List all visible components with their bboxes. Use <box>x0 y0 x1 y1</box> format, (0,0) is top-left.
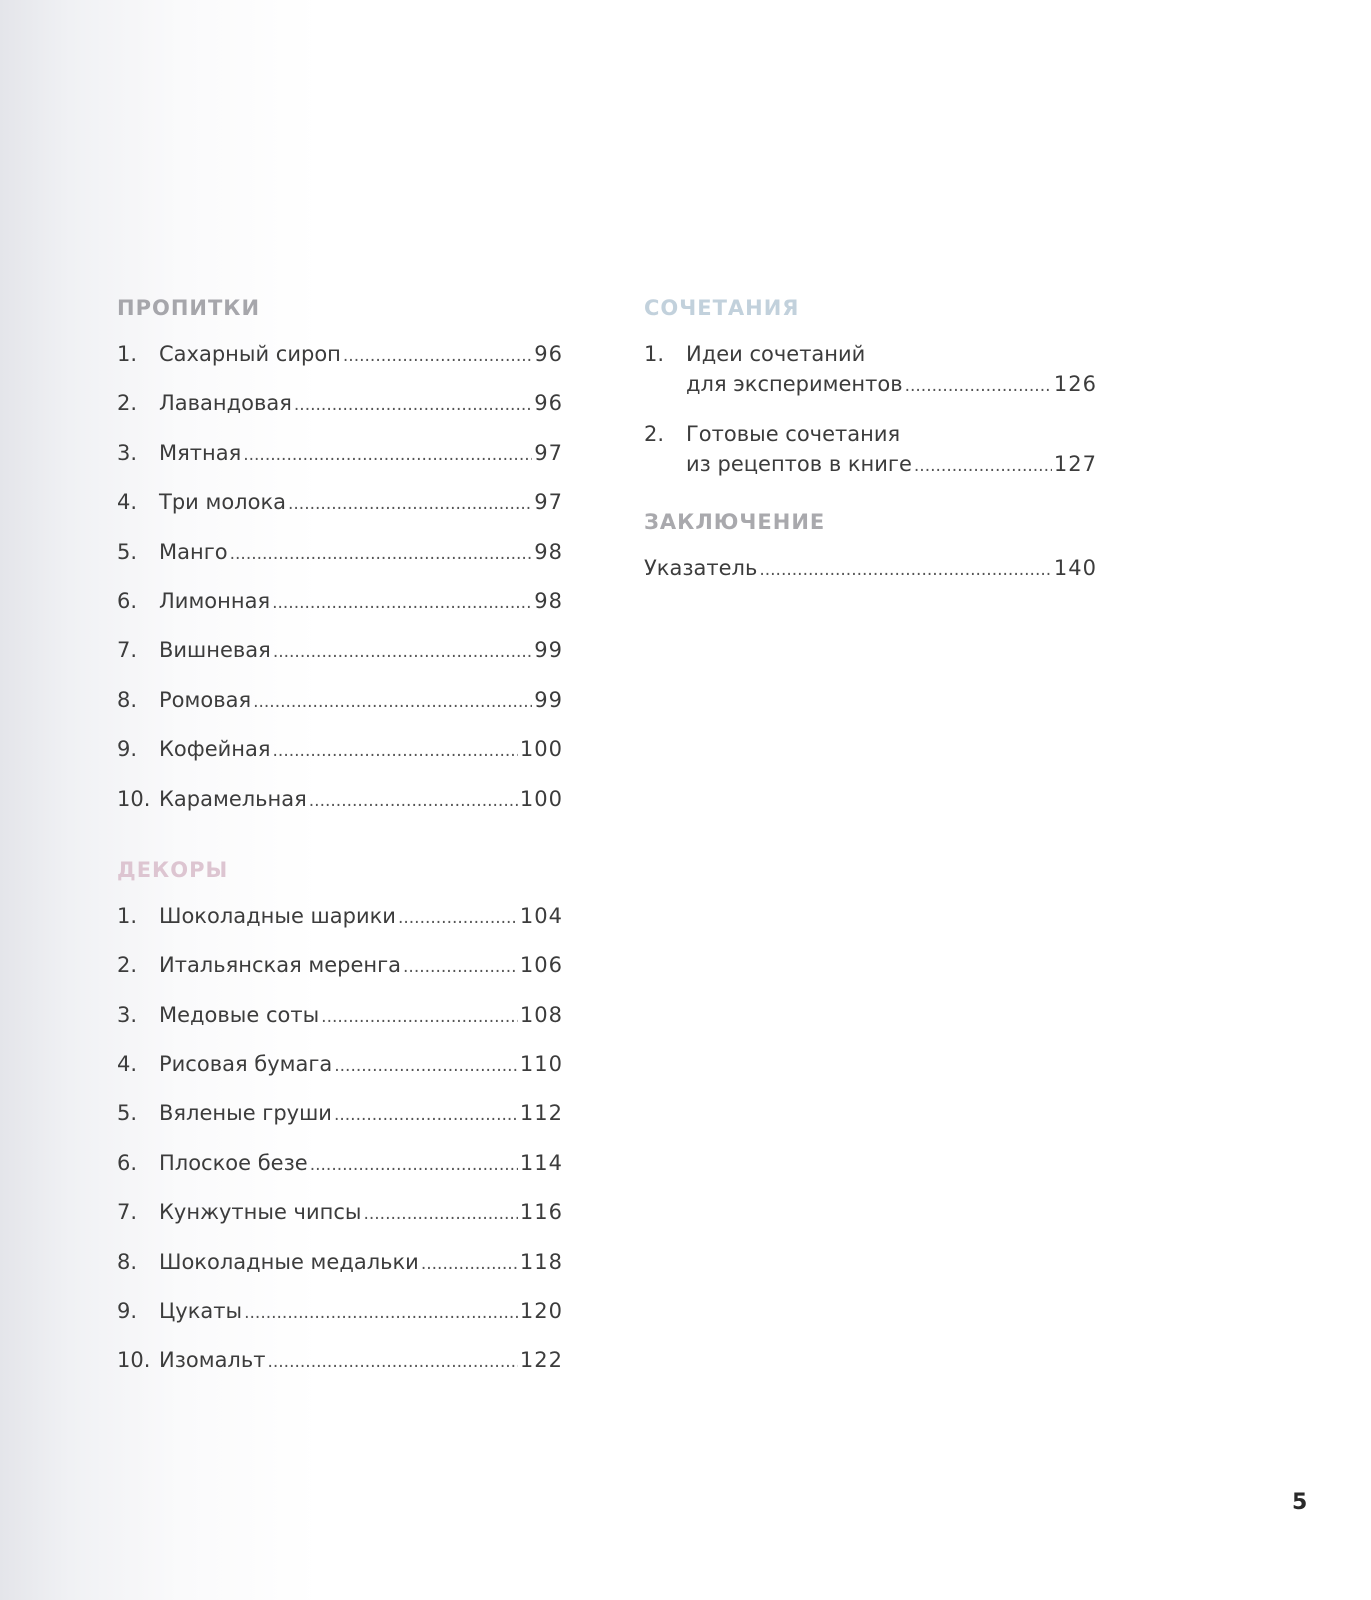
conclusion-list <box>644 553 1097 602</box>
entry-number: 10. <box>117 1348 151 1373</box>
entry-page: 98 <box>534 539 563 564</box>
toc-entry[interactable] <box>117 537 563 586</box>
entry-title: Сахарный сироп <box>159 342 341 366</box>
entry-title: Цукаты <box>159 1299 243 1324</box>
dot-leader <box>398 903 518 933</box>
entry-number: 5. <box>117 1101 138 1126</box>
dot-leader <box>230 539 533 569</box>
entry-title: Манго <box>159 539 228 564</box>
entry-page: 99 <box>534 687 563 712</box>
entry-title: Шоколадные шарики <box>159 903 396 928</box>
toc-entry[interactable] <box>117 635 563 684</box>
entry-title: Мятная <box>159 440 242 465</box>
toc-right-column <box>644 293 1097 602</box>
dot-leader <box>272 588 532 618</box>
entry-title: Изомальт <box>159 1348 266 1373</box>
section-title-impregnations: ПРОПИТКИ <box>117 296 261 320</box>
toc-entry[interactable] <box>117 388 563 437</box>
dot-leader <box>343 341 532 371</box>
entry-title: Плоское безе <box>159 1150 308 1175</box>
entry-page: 120 <box>519 1299 563 1324</box>
entry-page: 96 <box>534 342 563 366</box>
entry-number: 4. <box>117 490 138 515</box>
impregnations-list <box>117 339 563 833</box>
entry-number: 6. <box>117 588 138 613</box>
section-title-conclusion: ЗАКЛЮЧЕНИЕ <box>644 510 826 534</box>
entry-number: 8. <box>117 1249 138 1274</box>
entry-title: Карамельная <box>159 786 307 811</box>
dot-leader <box>294 390 532 420</box>
dot-leader <box>253 687 532 717</box>
toc-entry[interactable] <box>117 1098 563 1147</box>
entry-number: 1. <box>117 342 138 366</box>
toc-entry[interactable] <box>117 487 563 536</box>
entry-title: Указатель <box>644 556 758 580</box>
dot-leader <box>403 952 518 982</box>
toc-entry[interactable] <box>117 586 563 635</box>
dot-leader <box>334 1100 518 1130</box>
dot-leader <box>363 1199 517 1229</box>
entry-page: 96 <box>534 391 563 416</box>
entry-number: 4. <box>117 1052 138 1077</box>
toc-entry[interactable] <box>117 950 563 999</box>
entry-number: 2. <box>117 953 138 978</box>
entry-number: 1. <box>644 342 665 366</box>
entry-title: Кунжутные чипсы <box>159 1200 362 1225</box>
toc-entry[interactable] <box>117 1049 563 1098</box>
entry-number: 10. <box>117 786 151 811</box>
toc-entry[interactable] <box>117 1197 563 1246</box>
entry-number: 8. <box>117 687 138 712</box>
combinations-list <box>644 339 1097 499</box>
toc-entry[interactable] <box>117 339 563 388</box>
toc-left-column <box>117 293 563 1395</box>
entry-title-line1: Идеи сочетаний <box>686 342 866 366</box>
dot-leader <box>759 555 1052 585</box>
entry-title: Лавандовая <box>159 391 292 416</box>
entry-page: 108 <box>519 1002 563 1027</box>
decors-list <box>117 901 563 1395</box>
entry-title-line2: из рецептов в книге <box>686 452 912 476</box>
entry-page: 127 <box>1053 452 1097 476</box>
page-number: 5 <box>1292 1490 1308 1515</box>
dot-leader <box>309 786 518 816</box>
entry-title: Вишневая <box>159 638 271 663</box>
toc-entry[interactable] <box>117 784 563 833</box>
dot-leader <box>267 1347 517 1377</box>
toc-entry[interactable] <box>117 1000 563 1049</box>
entry-page: 100 <box>519 786 563 811</box>
entry-title: Вяленые груши <box>159 1101 332 1126</box>
entry-page: 98 <box>534 588 563 613</box>
dot-leader <box>288 489 532 519</box>
entry-page: 114 <box>519 1150 563 1175</box>
dot-leader <box>905 371 1052 401</box>
entry-title: Медовые соты <box>159 1002 320 1027</box>
entry-title: Рисовая бумага <box>159 1052 333 1077</box>
entry-page: 97 <box>534 440 563 465</box>
toc-entry[interactable] <box>644 419 1097 499</box>
dot-leader <box>273 736 518 766</box>
entry-page: 112 <box>519 1101 563 1126</box>
entry-number: 2. <box>117 391 138 416</box>
dot-leader <box>421 1249 518 1279</box>
section-title-combinations: СОЧЕТАНИЯ <box>644 296 800 320</box>
entry-number: 6. <box>117 1150 138 1175</box>
entry-title-line1: Готовые сочетания <box>686 422 901 446</box>
entry-title: Шоколадные медальки <box>159 1249 419 1274</box>
entry-title-line2: для экспериментов <box>686 372 903 396</box>
dot-leader <box>310 1150 518 1180</box>
entry-number: 3. <box>117 440 138 465</box>
toc-entry[interactable] <box>117 685 563 734</box>
entry-page: 110 <box>519 1052 563 1077</box>
entry-title: Кофейная <box>159 737 271 762</box>
toc-entry[interactable] <box>117 901 563 950</box>
entry-title: Итальянская меренга <box>159 953 402 978</box>
toc-entry[interactable] <box>117 1345 563 1394</box>
entry-number: 7. <box>117 638 138 663</box>
entry-page: 122 <box>519 1348 563 1373</box>
entry-page: 99 <box>534 638 563 663</box>
entry-page: 126 <box>1053 372 1097 396</box>
toc-entry[interactable] <box>117 438 563 487</box>
toc-entry[interactable] <box>117 734 563 783</box>
entry-page: 118 <box>519 1249 563 1274</box>
entry-page: 97 <box>534 490 563 515</box>
section-title-decors: ДЕКОРЫ <box>117 857 229 882</box>
toc-entry[interactable] <box>644 553 1097 602</box>
dot-leader <box>321 1002 518 1032</box>
entry-title: Три молока <box>159 490 286 515</box>
entry-page: 140 <box>1053 556 1097 580</box>
entry-number: 2. <box>644 422 665 446</box>
dot-leader <box>914 451 1052 481</box>
toc-entry[interactable] <box>644 339 1097 419</box>
toc-entry[interactable] <box>117 1247 563 1296</box>
toc-entry[interactable] <box>117 1148 563 1197</box>
entry-page: 100 <box>519 737 563 762</box>
entry-number: 1. <box>117 903 138 928</box>
entry-number: 7. <box>117 1200 138 1225</box>
entry-page: 104 <box>519 903 563 928</box>
entry-title: Ромовая <box>159 687 252 712</box>
entry-page: 116 <box>519 1200 563 1225</box>
entry-number: 3. <box>117 1002 138 1027</box>
dot-leader <box>244 1298 518 1328</box>
entry-number: 9. <box>117 1299 138 1324</box>
entry-number: 9. <box>117 737 138 762</box>
dot-leader <box>273 637 532 667</box>
dot-leader <box>243 440 532 470</box>
toc-entry[interactable] <box>117 1296 563 1345</box>
dot-leader <box>334 1051 518 1081</box>
entry-page: 106 <box>519 953 563 978</box>
entry-title: Лимонная <box>159 588 271 613</box>
entry-number: 5. <box>117 539 138 564</box>
